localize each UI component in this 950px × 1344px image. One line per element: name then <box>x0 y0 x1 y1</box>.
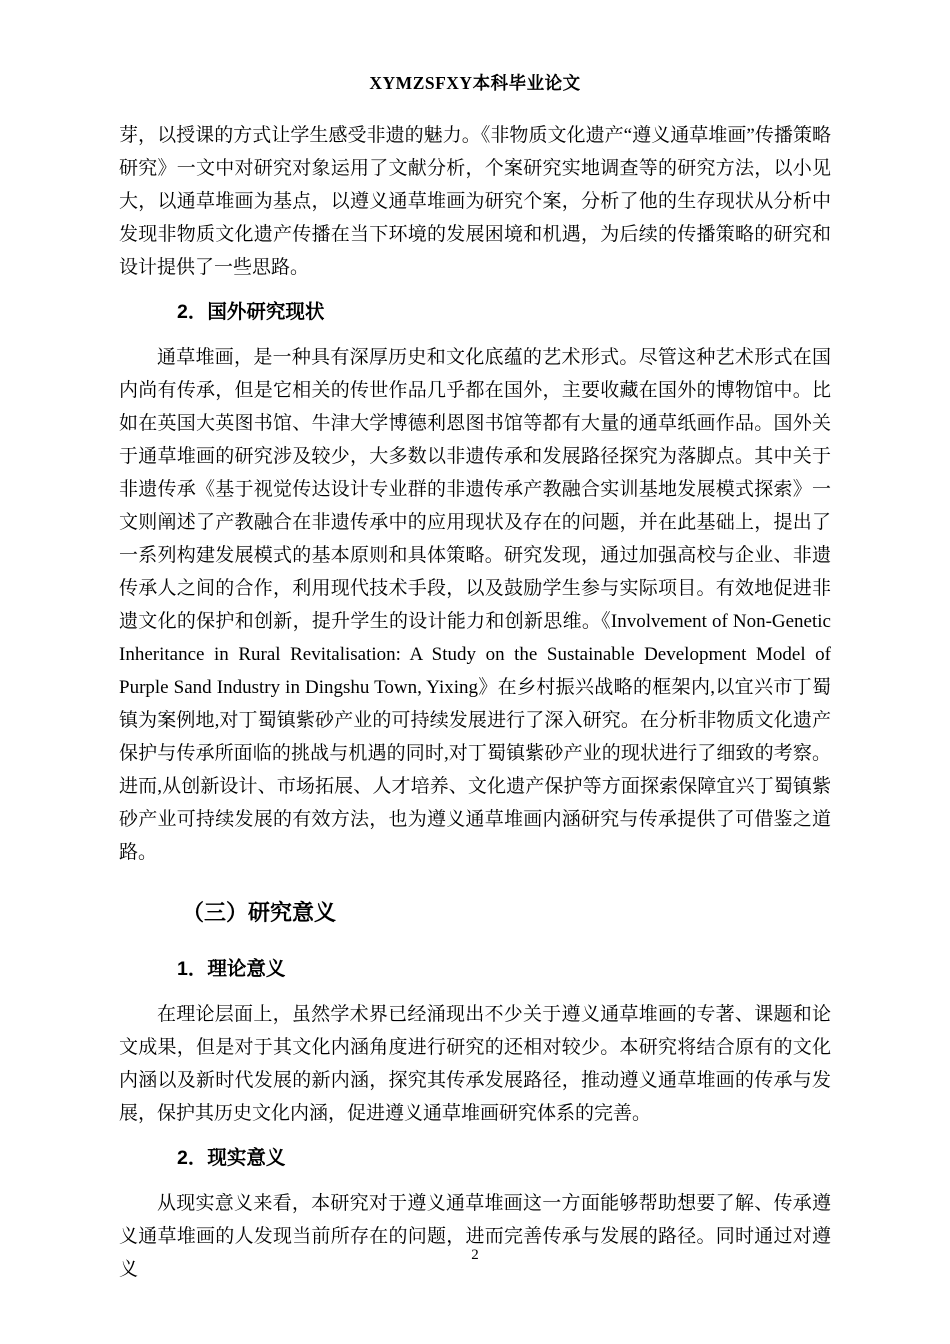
heading-research-significance: （三）研究意义 <box>182 900 337 925</box>
heading-foreign-research-status: 2．国外研究现状 <box>177 301 325 323</box>
page-number: 2 <box>471 1247 479 1263</box>
page-header <box>119 70 831 95</box>
paragraph-practical-significance: 从现实意义来看，本研究对于遵义通草堆画这一方面能够帮助想要了解、传承遵义通草堆画的人发现当前所存在的问题，进而完善传承与发展的路径。同时通过对遵义 <box>119 1193 831 1280</box>
heading-practical-significance: 2．现实意义 <box>177 1147 286 1169</box>
header-thesis-label: 本科毕业论文 <box>472 73 581 93</box>
paragraph-foreign-research: 通草堆画，是一种具有深厚历史和文化底蕴的艺术形式。尽管这种艺术形式在国内尚有传承，但是它相关的传世作品几乎都在国外，主要收藏在国外的博物馆中。比如在英国大英图书馆、牛津大学博德利恩图书馆等都有大量的通草纸画作品。国外关于通草堆画的研究涉及较少，大多数以非遗传承和发展路径探究为落脚点。其中关于非遗传承《基于视觉传达设计专业群的非遗传承产教融合实训基地发展模式探索》一文则阐述了产教融合在非遗传承中的应用现状及存在的问题，并在此基础上，提出了一系列构建发展模式的基本原则和具体策略。研究发现，通过加强高校与企业、非遗传承人之间的合作，利用现代技术手段，以及鼓励学生参与实际项目。有效地促进非遗文化的保护和创新，提升学生的设计能力和创新思维。《Involvement of Non-Genetic Inheritance in Rural Revitalisation: A Study on the Sustainable Development Model of Purple Sand Industry in Dingshu Town, Yixing》在乡村振兴战略的框架内,以宜兴市丁蜀镇为案例地,对丁蜀镇紫砂产业的可持续发展进行了深入研究。在分析非物质文化遗产保护与传承所面临的挑战与机遇的同时,对丁蜀镇紫砂产业的现状进行了细致的考察。进而,从创新设计、市场拓展、人才培养、文化遗产保护等方面探索保障宜兴丁蜀镇紫砂产业可持续发展的有效方法，也为遵义通草堆画内涵研究与传承提供了可借鉴之道路。 <box>119 347 831 863</box>
header-school-code: XYMZSFXY <box>369 73 473 93</box>
heading-theoretical-significance: 1．理论意义 <box>177 958 286 980</box>
paragraph-continuation: 芽，以授课的方式让学生感受非遗的魅力。《非物质文化遗产“遵义通草堆画”传播策略研究》一文中对研究对象运用了文献分析，个案研究实地调查等的研究方法，以小见大，以通草堆画为基点，以遵义通草堆画为研究个案，分析了他的生存现状从分析中发现非物质文化遗产传播在当下环境的发展困境和机遇，为后续的传播策略的研究和设计提供了一些思路。 <box>119 125 831 278</box>
paragraph-theoretical-significance: 在理论层面上，虽然学术界已经涌现出不少关于遵义通草堆画的专著、课题和论文成果，但是对于其文化内涵角度进行研究的还相对较少。本研究将结合原有的文化内涵以及新时代发展的新内涵，探究其传承发展路径，推动遵义通草堆画的传承与发展，保护其历史文化内涵，促进遵义通草堆画研究体系的完善。 <box>119 1004 831 1124</box>
